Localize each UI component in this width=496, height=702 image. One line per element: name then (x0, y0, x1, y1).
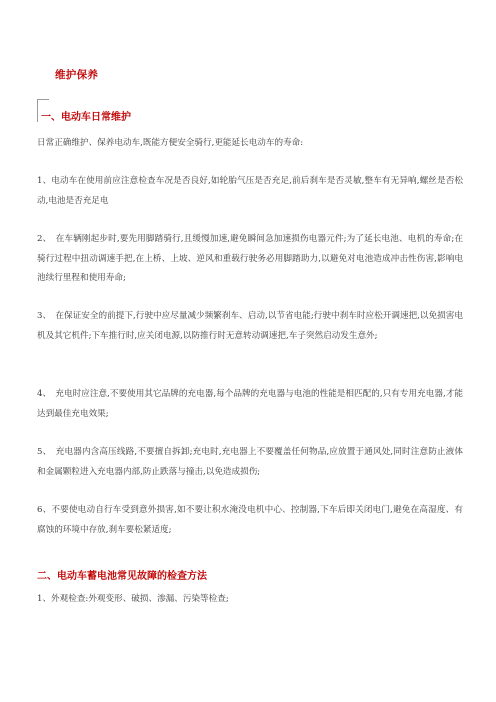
item-4: 4、 充电时应注意,不要使用其它品牌的充电器,每个品牌的充电器与电池的性能是相匹配的,只有专用充电器,才能达到最佳充电效果; (37, 389, 463, 419)
section-2-title: 二、电动车蓄电池常见故障的检查方法 (37, 571, 207, 582)
item-3: 3、 在保证安全的前提下,行驶中应尽量减少频繁刹车、启动,以节省电能;行驶中刹车时应松开调速把,以免损害电机及其它机件;下车推行时,应关闭电源,以防推行时无意转动调速把,车子突然启动发生意外; (37, 311, 463, 341)
check-item-1: 1、外观检查:外观变形、破损、渗漏、污染等检查; (37, 594, 229, 604)
item-2: 2、 在车辆刚起步时,要先用脚踏骑行,且缓慢加速,避免瞬间急加速损伤电器元件;为了延长电池、电机的寿命;在骑行过程中扭动调速手把,在上桥、上坡、逆风和重载行驶务必用脚踏助力,以避免对电池造成冲击性伤害,影响电池续行里程和使用寿命; (37, 234, 463, 283)
intro-paragraph: 日常正确维护、保养电动车,既能方便安全骑行,更能延长电动车的寿命: (37, 138, 304, 148)
item-1: 1、电动车在使用前应注意检查车况是否良好,如轮胎气压是否充足,前后刹车是否灵敏,整车有无异响,螺丝是否松动,电池是否充足电 (37, 176, 463, 206)
item-5: 5、 充电器内含高压线路,不要擅自拆卸;充电时,充电器上不要覆盖任何物品,应放置于通风处,同时注意防止液体和金属颗粒进入充电器内部,防止跌落与撞击,以免造成损伤; (37, 447, 463, 477)
section-1-title: 一、电动车日常维护 (41, 112, 131, 123)
item-6: 6、不要使电动自行车受到意外损害,如不要让积水淹没电机中心、控制器,下车后即关闭电门,避免在高湿度、有腐蚀的环境中存放,刹车要松紧适度; (37, 505, 463, 535)
header-tag: 维护保养 (55, 69, 99, 81)
